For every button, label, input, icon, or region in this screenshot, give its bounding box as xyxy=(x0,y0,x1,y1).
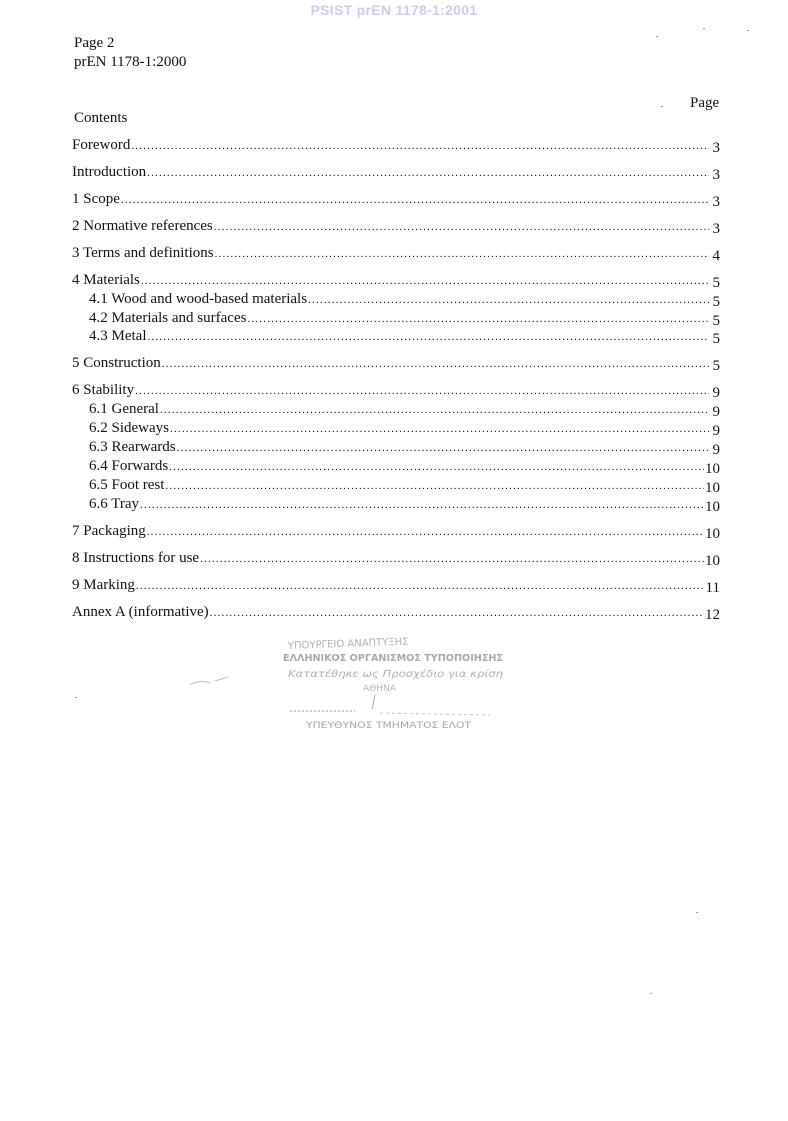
toc-leader-dots xyxy=(162,358,709,371)
toc-entry-page: 5 xyxy=(712,313,720,329)
toc-entry-page: 9 xyxy=(712,423,720,439)
toc-entry-label: 6.5 Foot rest xyxy=(89,477,165,493)
toc-entry xyxy=(89,496,720,513)
toc-leader-dots xyxy=(131,140,709,153)
toc-entry xyxy=(89,401,720,418)
toc-entry-page: 9 xyxy=(712,385,720,401)
toc-leader-dots xyxy=(165,480,704,493)
watermark: PSIST prEN 1178-1:2001 xyxy=(310,2,478,18)
toc-entry-page: 5 xyxy=(712,331,720,347)
toc-leader-dots xyxy=(140,499,704,512)
toc-entry xyxy=(72,577,720,594)
toc-entry xyxy=(72,604,720,621)
toc-entry xyxy=(72,523,720,540)
toc-leader-dots xyxy=(247,313,709,326)
toc-entry-page: 12 xyxy=(705,607,720,623)
toc-leader-dots xyxy=(308,294,709,307)
toc-leader-dots xyxy=(121,194,709,207)
document-number: prEN 1178-1:2000 xyxy=(74,54,187,70)
toc-entry xyxy=(89,310,720,327)
toc-entry xyxy=(89,439,720,456)
toc-entry-page: 5 xyxy=(712,275,720,291)
toc-leader-dots xyxy=(200,553,704,566)
toc-leader-dots xyxy=(169,461,704,474)
toc-leader-dots xyxy=(136,580,705,593)
toc-entry-label: 9 Marking xyxy=(72,577,135,593)
toc-leader-dots xyxy=(148,331,710,344)
toc-entry-label: 4 Materials xyxy=(72,272,140,288)
stamp-line-4: ΑΘΗΝΑ xyxy=(363,684,396,694)
toc-entry-label: 4.2 Materials and surfaces xyxy=(89,310,247,326)
toc-leader-dots xyxy=(214,221,709,234)
toc-entry-label: 3 Terms and definitions xyxy=(72,245,214,261)
toc-leader-dots xyxy=(147,526,704,539)
toc-entry-page: 9 xyxy=(712,442,720,458)
toc-entry-page: 10 xyxy=(705,526,720,542)
toc-entry xyxy=(72,164,720,181)
toc-leader-dots xyxy=(141,275,709,288)
toc-entry-label: 4.1 Wood and wood-based materials xyxy=(89,291,308,307)
toc-entry-label: 6.3 Rearwards xyxy=(89,439,176,455)
toc-entry-label: 4.3 Metal xyxy=(89,328,147,344)
toc-entry-label: 1 Scope xyxy=(72,191,120,207)
toc-entry-page: 5 xyxy=(712,358,720,374)
toc-leader-dots xyxy=(135,385,709,398)
toc-entry xyxy=(72,191,720,208)
toc-leader-dots xyxy=(147,167,709,180)
toc-entry xyxy=(89,477,720,494)
toc-entry xyxy=(72,550,720,567)
toc-entry-page: 5 xyxy=(712,294,720,310)
stamp-line-2: ΕΛΛΗΝΙΚΟΣ ΟΡΓΑΝΙΣΜΟΣ ΤΥΠΟΠΟΙΗΣΗΣ xyxy=(283,653,504,664)
contents-title: Contents xyxy=(74,110,128,126)
toc-entry-label: 7 Packaging xyxy=(72,523,146,539)
toc-entry-page: 3 xyxy=(712,194,720,210)
received-stamp xyxy=(180,635,520,740)
toc-entry-label: 2 Normative references xyxy=(72,218,213,234)
toc-entry-label: 6.1 General xyxy=(89,401,159,417)
toc-entry-label: 6 Stability xyxy=(72,382,135,398)
toc-entry-page: 4 xyxy=(712,248,720,264)
stamp-line-5: ΥΠΕΥΘΥΝΟΣ ΤΜΗΜΑΤΟΣ ΕΛΟΤ xyxy=(304,721,472,731)
toc-leader-dots xyxy=(210,607,704,620)
toc-entry-page: 3 xyxy=(712,167,720,183)
toc-entry xyxy=(72,382,720,399)
toc-entry-label: 6.4 Forwards xyxy=(89,458,169,474)
toc-leader-dots xyxy=(177,442,709,455)
toc-entry-label: Foreword xyxy=(72,137,131,153)
toc-entry-page: 3 xyxy=(712,140,720,156)
toc-entry-page: 10 xyxy=(705,499,720,515)
toc-entry-page: 10 xyxy=(705,480,720,496)
toc-entry-page: 3 xyxy=(712,221,720,237)
toc-entry xyxy=(89,458,720,475)
toc-entry-label: 6.6 Tray xyxy=(89,496,140,512)
toc-entry-page: 9 xyxy=(712,404,720,420)
toc-entry xyxy=(72,355,720,372)
toc-entry xyxy=(89,420,720,437)
toc-entry-page: 10 xyxy=(705,461,720,477)
toc-entry-label: Introduction xyxy=(72,164,147,180)
toc-leader-dots xyxy=(215,248,709,261)
toc-entry xyxy=(72,272,720,289)
toc-entry-label: 6.2 Sideways xyxy=(89,420,169,436)
toc-entry-page: 11 xyxy=(705,580,720,596)
toc-entry-label: 8 Instructions for use xyxy=(72,550,200,566)
stamp-line-1: ΥΠΟΥΡΓΕΙΟ ΑΝΑΠΤΥΞΗΣ xyxy=(287,636,409,652)
page-column-label: Page xyxy=(690,95,720,111)
toc-leader-dots xyxy=(160,404,709,417)
toc-entry xyxy=(72,137,720,154)
toc-entry-label: Annex A (informative) xyxy=(72,604,209,620)
toc-entry-label: 5 Construction xyxy=(72,355,161,371)
toc-entry-page: 10 xyxy=(705,553,720,569)
toc-entry xyxy=(89,291,720,308)
stamp-line-3: Κατατέθηκε ως Προσχέδιο για κρίση xyxy=(288,669,474,680)
toc-entry xyxy=(72,218,720,235)
page-number-label: Page 2 xyxy=(74,35,115,51)
toc-entry xyxy=(89,328,720,345)
toc-leader-dots xyxy=(170,423,709,436)
toc-entry xyxy=(72,245,720,262)
